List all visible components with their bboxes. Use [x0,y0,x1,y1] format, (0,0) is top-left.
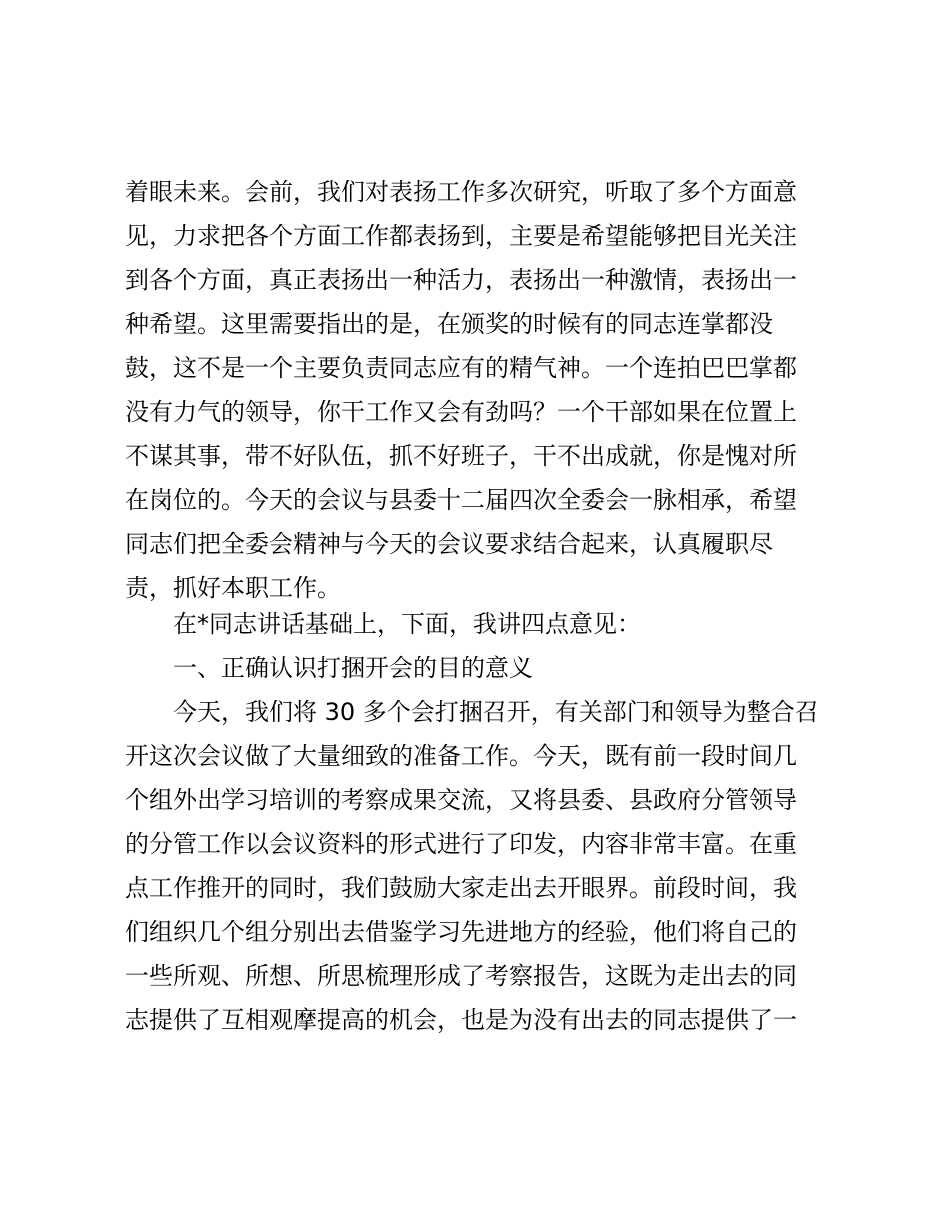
paragraph-line: 点工作推开的同时，我们鼓励大家走出去开眼界。前段时间，我 [125,874,797,902]
paragraph-line: 责，抓好本职工作。 [125,574,341,602]
paragraph-line: 到各个方面，真正表扬出一种活力，表扬出一种激情，表扬出一 [125,266,797,294]
paragraph-line: 在*同志讲话基础上，下面，我讲四点意见： [173,610,641,638]
paragraph-line: 同志们把全委会精神与今天的会议要求结合起来，认真履职尽 [125,530,773,558]
paragraph-line: 不谋其事，带不好队伍，抓不好班子，干不出成就，你是愧对所 [125,442,797,470]
paragraph-line: 种希望。这里需要指出的是，在颁奖的时候有的同志连掌都没 [125,310,773,338]
paragraph-line: 志提供了互相观摩提高的机会，也是为没有出去的同志提供了一 [125,1006,797,1034]
paragraph-line: 着眼未来。会前，我们对表扬工作多次研究，听取了多个方面意 [125,178,797,206]
paragraph-line: 们组织几个组分别出去借鉴学习先进地方的经验，他们将自己的 [125,918,797,946]
paragraph-line: 见，力求把各个方面工作都表扬到，主要是希望能够把目光关注 [125,222,797,250]
paragraph-line: 个组外出学习培训的考察成果交流，又将县委、县政府分管领导 [125,786,797,814]
paragraph-line: 今天，我们将 30 多个会打捆召开，有关部门和领导为整合召 [173,698,819,726]
paragraph-line: 一些所观、所想、所思梳理形成了考察报告，这既为走出去的同 [125,962,797,990]
paragraph-line: 开这次会议做了大量细致的准备工作。今天，既有前一段时间几 [125,742,797,770]
section-heading: 一、正确认识打捆开会的目的意义 [173,654,533,682]
paragraph-line: 没有力气的领导，你干工作又会有劲吗？一个干部如果在位置上 [125,398,797,426]
paragraph-line: 的分管工作以会议资料的形式进行了印发，内容非常丰富。在重 [125,830,797,858]
paragraph-line: 在岗位的。今天的会议与县委十二届四次全委会一脉相承，希望 [125,486,797,514]
paragraph-line: 鼓，这不是一个主要负责同志应有的精气神。一个连拍巴巴掌都 [125,354,797,382]
